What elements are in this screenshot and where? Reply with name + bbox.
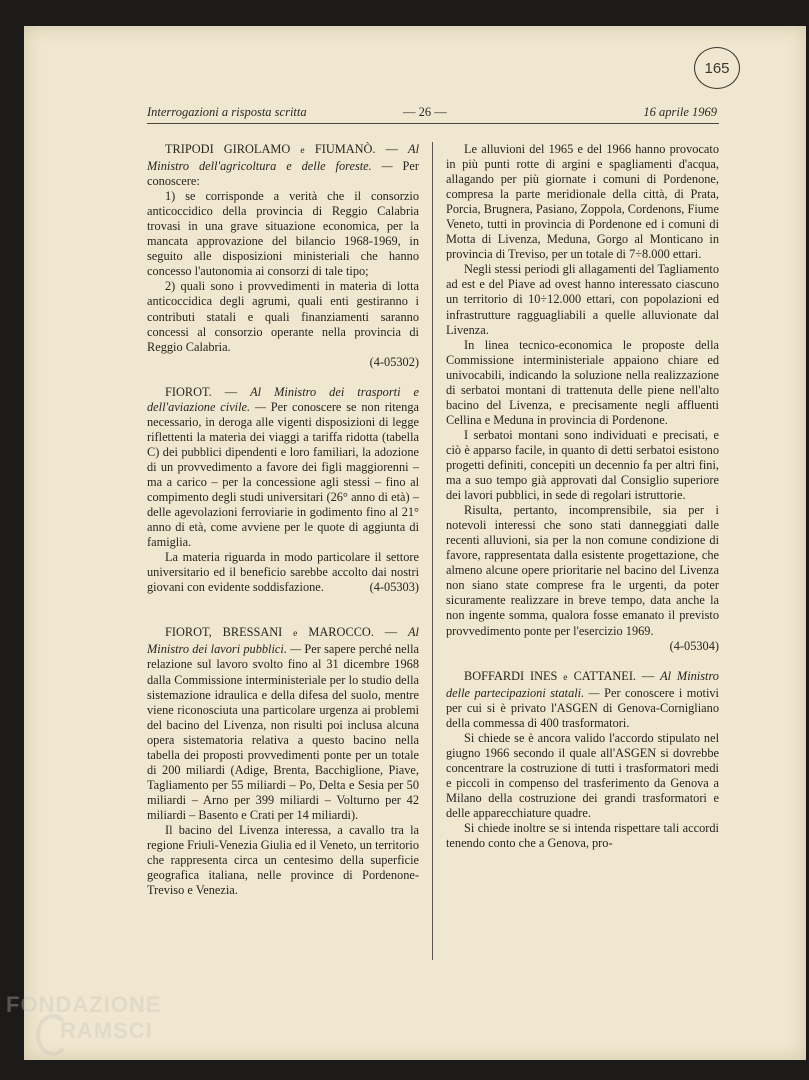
page-header — [147, 103, 719, 124]
header-section-title: Interrogazioni a risposta scritta — [147, 105, 307, 119]
minister-addressee: Al Ministro dei lavori pubblici. — — [147, 625, 419, 657]
interrogation-tripodi — [147, 142, 419, 370]
paragraph-serbatoi: I serbatoi montani sono individuati e precisati, e ciò è apparso facile, in quanto di detti serbatoi esistono progetti definiti, concepiti un decennio fa per altri fini, ma a suo tempo già approvati dal Consiglio superiore dei lavori pubblici, in sede di regolari istruttorie. — [446, 427, 719, 503]
right-column — [446, 142, 719, 851]
item-heading: TRIPODI GIROLAMO e FIUMANÒ. — Al Ministro dell'agricoltura e delle foreste. — Per conoscere: — [147, 142, 420, 189]
header-page-number: — 26 — — [403, 105, 447, 119]
paragraph-alluvioni: Le alluvioni del 1965 e del 1966 hanno provocato in più punti rotte di argini e spagliamenti d'acqua, allagando per più giornate i comuni di Pordenone, compresa la parte meridionale della città, di Prata, Porcia, Brugnera, Pasiano, Zoppola, Cordenons, Fiume Veneto, tutti in provincia di Pordenone ed i comuni di Motta di Livenza, Meduna, Gorgo al Monticano in provincia di Treviso, per un totale di 7÷8.000 ettari. — [446, 142, 719, 262]
paragraph-proposte: In linea tecnico-economica le proposte della Commissione interministeriale appaiono chiare ed univocabili, indicando la soluzione nella realizzazione di serbatoi montani di trattenuta delle piene nell'alto bacino del Livenza, e precisamente negli affluenti Cellina e Meduna in provincia di Pordenone. — [446, 337, 719, 427]
interrogation-code: (4-05303) — [369, 580, 419, 595]
item-paragraph: Il bacino del Livenza interessa, a cavallo tra la regione Friuli-Venezia Giulia ed il Veneto, un territorio che rappresenta circa un centesimo della superficie geografica italiana, nelle province di Pordenone-Treviso e Venezia. — [147, 822, 419, 898]
header-date: 16 aprile 1969 — [643, 105, 717, 119]
left-column — [147, 142, 419, 898]
minister-addressee: Al Ministro dell'agricoltura e delle foreste. — — [147, 142, 420, 174]
item-heading: FIOROT. — Al Ministro dei trasporti e dell'aviazione civile. — Per conoscere se non ritenga necessario, in deroga alle vigenti disposizioni di legge riflettenti la materia dei viaggi a tariffa ridotta (tabella C) dei pubblici dipendenti e loro familiari, la adozione di un provvedimento a favore dei figli maggiorenni – ma a carico – per la concessione agli stessi – fino al compimento degli studi universitari (26° anno di età) – delle agevolazioni ferroviarie in godimento fino al 21° anno di età, come avviene per le quote di aggiunta di famiglia. — [147, 384, 419, 550]
minister-addressee: Al Ministro dei trasporti e dell'aviazione civile. — — [147, 384, 419, 414]
watermark-line-2: RAMSCI — [60, 1018, 153, 1043]
item-heading: FIOROT, BRESSANI e MAROCCO. — Al Ministro dei lavori pubblici. — Per sapere perché nella relazione sul lavoro svolto fino al 31 dicembre 1968 dalla Commissione interministeriale per lo studio della sistemazione idraulica e della difesa del suolo, mentre viene riconosciuta una particolare urgenza ai problemi del bacino del Livenza, non risulti poi inclusa alcuna opera sistematoria relativa a questo bacino nella tabella dei proposti provvedimenti ponte per un totale di 200 miliardi (Adige, Brenta, Bacchiglione, Piave, Tagliamento per 55 miliardi – Po, Delta e Sesia per 50 miliardi – Arno per 399 miliardi – Volturno per 42 miliardi – Basento e Crati per 14 miliardi). — [147, 625, 419, 822]
watermark-line-1: FONDAZIONE — [6, 992, 162, 1017]
stamp-number: 165 — [704, 59, 730, 77]
item-paragraph: Si chiede inoltre se si intenda rispettare tali accordi tenendo conto che a Genova, pro- — [446, 821, 719, 851]
authors: BOFFARDI INES — [464, 668, 558, 683]
item-paragraph: La materia riguarda in modo particolare il settore universitario ed il beneficio sarebbe accolto dai nostri giovani con evidente soddisfazione. (4-05303) — [147, 550, 419, 595]
item-point-2: 2) quali sono i provvedimenti in materia di lotta anticoccidica degli agrumi, quali enti gestiranno i contributi statali e quali finanziamenti saranno concessi al consorzio operante nella provincia di Reggio Calabria. — [147, 279, 419, 354]
item-paragraph: Si chiede se è ancora valido l'accordo stipulato nel giugno 1966 secondo il quale all'ASGEN si dovrebbe concentrare la costruzione di tutti i trasformatori medi e piccoli in compenso del trasferimento da Genova a Milano della costruzione dei grandi trasformatori e delle apparecchiature quadre. — [446, 730, 719, 820]
column-divider — [432, 142, 433, 960]
minister-addressee: Al Ministro delle partecipazioni statali. — — [446, 668, 719, 700]
interrogation-boffardi-cattanei — [446, 669, 719, 852]
authors: FIOROT, BRESSANI — [165, 625, 283, 640]
foundation-watermark — [6, 992, 206, 1062]
authors: FIOROT. — — [165, 384, 238, 399]
interrogation-code: (4-05304) — [669, 638, 719, 653]
item-point-1: 1) se corrisponde a verità che il consorzio anticoccidico della provincia di Reggio Calabria trovasi in una grave situazione economica, per la mancata approvazione del bilancio 1968-1969, in seguito alle disposizioni ministeriali che hanno concesso l'autonomia ai consorzi di tale tipo; — [147, 189, 419, 279]
paragraph-allagamenti: Negli stessi periodi gli allagamenti del Tagliamento ad est e del Piave ad ovest hanno interessato ciascuno un territorio di 10÷12.000 ettari, con popolazioni ed infrastrutture ragguagliabili a quelle alluvionate dal Livenza. — [446, 262, 719, 337]
interrogation-code: (4-05302) — [369, 354, 419, 369]
interrogation-fiorot — [147, 385, 419, 596]
interrogation-fiorot-bressani-marocco — [147, 625, 419, 898]
page-number-stamp — [694, 47, 740, 89]
authors: TRIPODI GIROLAMO — [165, 142, 291, 156]
paragraph-risulta: Risulta, pertanto, incomprensibile, sia per i notevoli interessi che sono stati danneggiati dalle recenti alluvioni, sia per la non comune condizione di favore, rappresentata dalla esistente progettazione, che almeno alcune opere prioritarie nel bacino del Livenza non siano state comprese fra le urgenti, da poter sicuramente realizzare in breve tempo, data anche la non ingente somma, qualora fosse emanato il previsto provvedimento ponte per l'esercizio 1969. (4-05304) — [446, 503, 719, 653]
item-heading: BOFFARDI INES e CATTANEI. — Al Ministro delle partecipazioni statali. — Per conoscere i motivi per cui si è privato l'ASGEN di Genova-Cornigliano della commessa di 400 trasformatori. — [446, 668, 719, 730]
